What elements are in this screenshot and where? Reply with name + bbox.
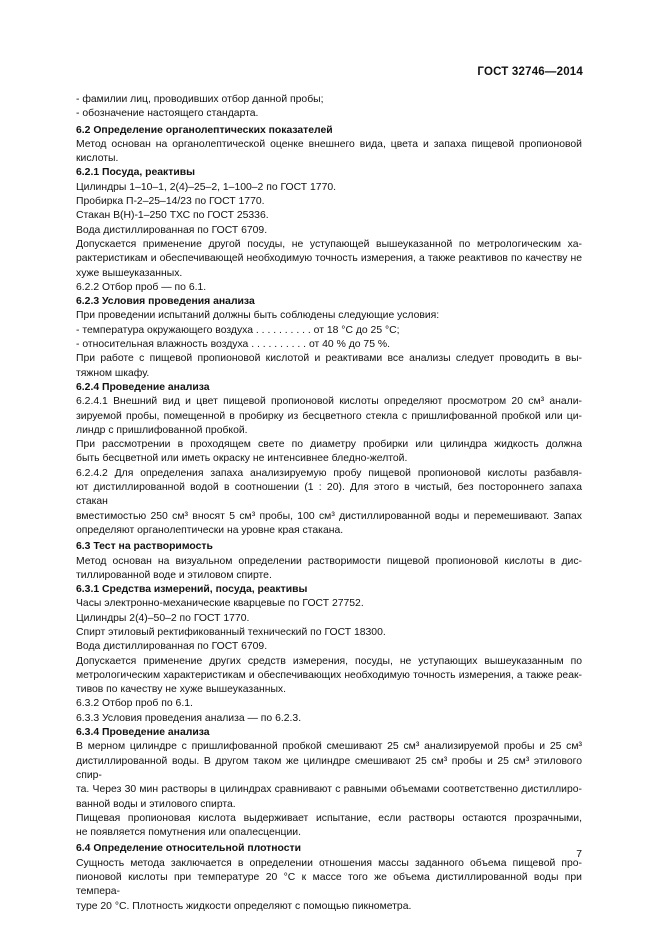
text-line: тиллированной воде и этиловом спирте. (76, 569, 272, 581)
text-line: рактеристикам и обеспечивающей необходимую точность измерения, а также реактивов по качеству не (76, 253, 582, 265)
document-body (76, 93, 582, 914)
text-line: 6.3.3 Условия проведения анализа — по 6.2.3. (76, 712, 302, 724)
text-line: тивов по качеству не хуже вышеуказанных. (76, 684, 287, 696)
text-line: Допускается применение других средств измерения, посуды, не уступающих вышеуказанным по (76, 655, 582, 667)
text-line: Пробирка П-2–25–14/23 по ГОСТ 1770. (76, 196, 265, 208)
text-line: - обозначение настоящего стандарта. (76, 108, 259, 120)
text-line: та. Через 30 мин растворы в цилиндрах сравнивают с равными объемами соответственно дистиллиро- (76, 784, 582, 796)
text-line: Метод основан на органолептической оценке внешнего вида, цвета и запаха пищевой пропионовой (76, 138, 582, 150)
text-line: 6.2.4.2 Для определения запаха анализируемую пробу пищевой пропионовой кислоты разбавля- (76, 467, 582, 479)
text-line: Сущность метода заключается в определении отношения массы заданного объема пищевой про- (76, 857, 582, 869)
section-heading: 6.2.4 Проведение анализа (76, 381, 210, 393)
text-line: определяют органолептически на уровне края стакана. (76, 524, 344, 536)
text-line: не появляется помутнения или опалесценции. (76, 827, 301, 839)
text-line: вместимостью 250 см³ вносят 5 см³ пробы, 100 см³ дистиллированной воды и перемешивают. Запах (76, 510, 582, 522)
text-line: Метод основан на визуальном определении растворимости пищевой пропионовой кислоты в дис- (76, 555, 582, 567)
text-line: При проведении испытаний должны быть соблюдены следующие условия: (76, 310, 440, 322)
text-line: линдр с пришлифованной пробкой. (76, 424, 248, 436)
section-heading: 6.2.3 Условия проведения анализа (76, 296, 255, 308)
text-line: Пищевая пропионовая кислота выдерживает испытание, если растворы остаются прозрачными, (76, 812, 582, 824)
text-line: метрологическим характеристикам и обеспечивающих необходимую точность измерения, а также реак- (76, 669, 582, 681)
text-line: При рассмотрении в проходящем свете по диаметру пробирки или цилиндра жидкость должна (76, 439, 582, 451)
section-heading: 6.2 Определение органолептических показателей (76, 124, 333, 136)
text-line: туре 20 °С. Плотность жидкости определяют с помощью пикнометра. (76, 900, 412, 912)
section-heading: 6.3.1 Средства измерений, посуда, реактивы (76, 584, 308, 596)
text-line: пионовой кислоты при температуре 20 °С к массе того же объема дистиллированной воды при темпера- (76, 872, 582, 898)
text-line: Стакан В(Н)-1–250 ТХС по ГОСТ 25336. (76, 210, 269, 222)
text-line: В мерном цилиндре с пришлифованной пробкой смешивают 25 см³ анализируемой пробы и 25 см³ (76, 741, 582, 753)
text-line: Вода дистиллированная по ГОСТ 6709. (76, 224, 268, 236)
text-line: Цилиндры 1–10–1, 2(4)–25–2, 1–100–2 по ГОСТ 1770. (76, 181, 337, 193)
text-line: - фамилии лиц, проводивших отбор данной пробы; (76, 94, 324, 105)
text-line: Спирт этиловый ректификованный технический по ГОСТ 18300. (76, 626, 386, 638)
document-number: ГОСТ 32746—2014 (477, 66, 583, 78)
text-line: Допускается применение другой посуды, не уступающей вышеуказанной по метрологическим ха- (76, 238, 582, 250)
text-line: дистиллированной воды. В другом таком же цилиндре смешивают 25 см³ пробы и 25 см³ этилового спир- (76, 755, 582, 781)
text-line: - относительная влажность воздуха . . . . . . . . . . от 40 % до 75 %. (76, 339, 391, 351)
section-heading: 6.3.4 Проведение анализа (76, 727, 210, 739)
text-line: Цилиндры 2(4)–50–2 по ГОСТ 1770. (76, 612, 250, 624)
text-line: зируемой пробы, помещенной в пробирку из бесцветного стекла с пришлифованной пробкой или ци- (76, 410, 582, 422)
text-line: кислоты. (76, 153, 119, 165)
text-line: быть бесцветной или иметь окраску не интенсивнее бледно-желтой. (76, 453, 408, 465)
text-line: тяжном шкафу. (76, 367, 150, 379)
text-line: Часы электронно-механические кварцевые по ГОСТ 27752. (76, 598, 364, 610)
page-number: 7 (576, 849, 582, 860)
text-line: хуже вышеуказанных. (76, 267, 183, 279)
text-line: 6.3.2 Отбор проб по 6.1. (76, 698, 193, 710)
text-line: ют дистиллированной водой в соотношении (1 : 20). Для этого в чистый, без постороннего запаха стакан (76, 482, 582, 508)
section-heading: 6.4 Определение относительной плотности (76, 843, 302, 855)
text-line: 6.2.2 Отбор проб — по 6.1. (76, 281, 207, 293)
text-line: ванной воды и этилового спирта. (76, 798, 236, 810)
section-heading: 6.3 Тест на растворимость (76, 541, 213, 553)
text-line: Вода дистиллированная по ГОСТ 6709. (76, 641, 268, 653)
section-heading: 6.2.1 Посуда, реактивы (76, 167, 195, 179)
text-line: 6.2.4.1 Внешний вид и цвет пищевой пропионовой кислоты определяют просмотром 20 см³ анали- (76, 396, 582, 408)
text-line: - температура окружающего воздуха . . . . . . . . . . от 18 °С до 25 °С; (76, 324, 400, 336)
text-line: При работе с пищевой пропионовой кислотой и реактивами все анализы следует проводить в вы- (76, 353, 582, 365)
